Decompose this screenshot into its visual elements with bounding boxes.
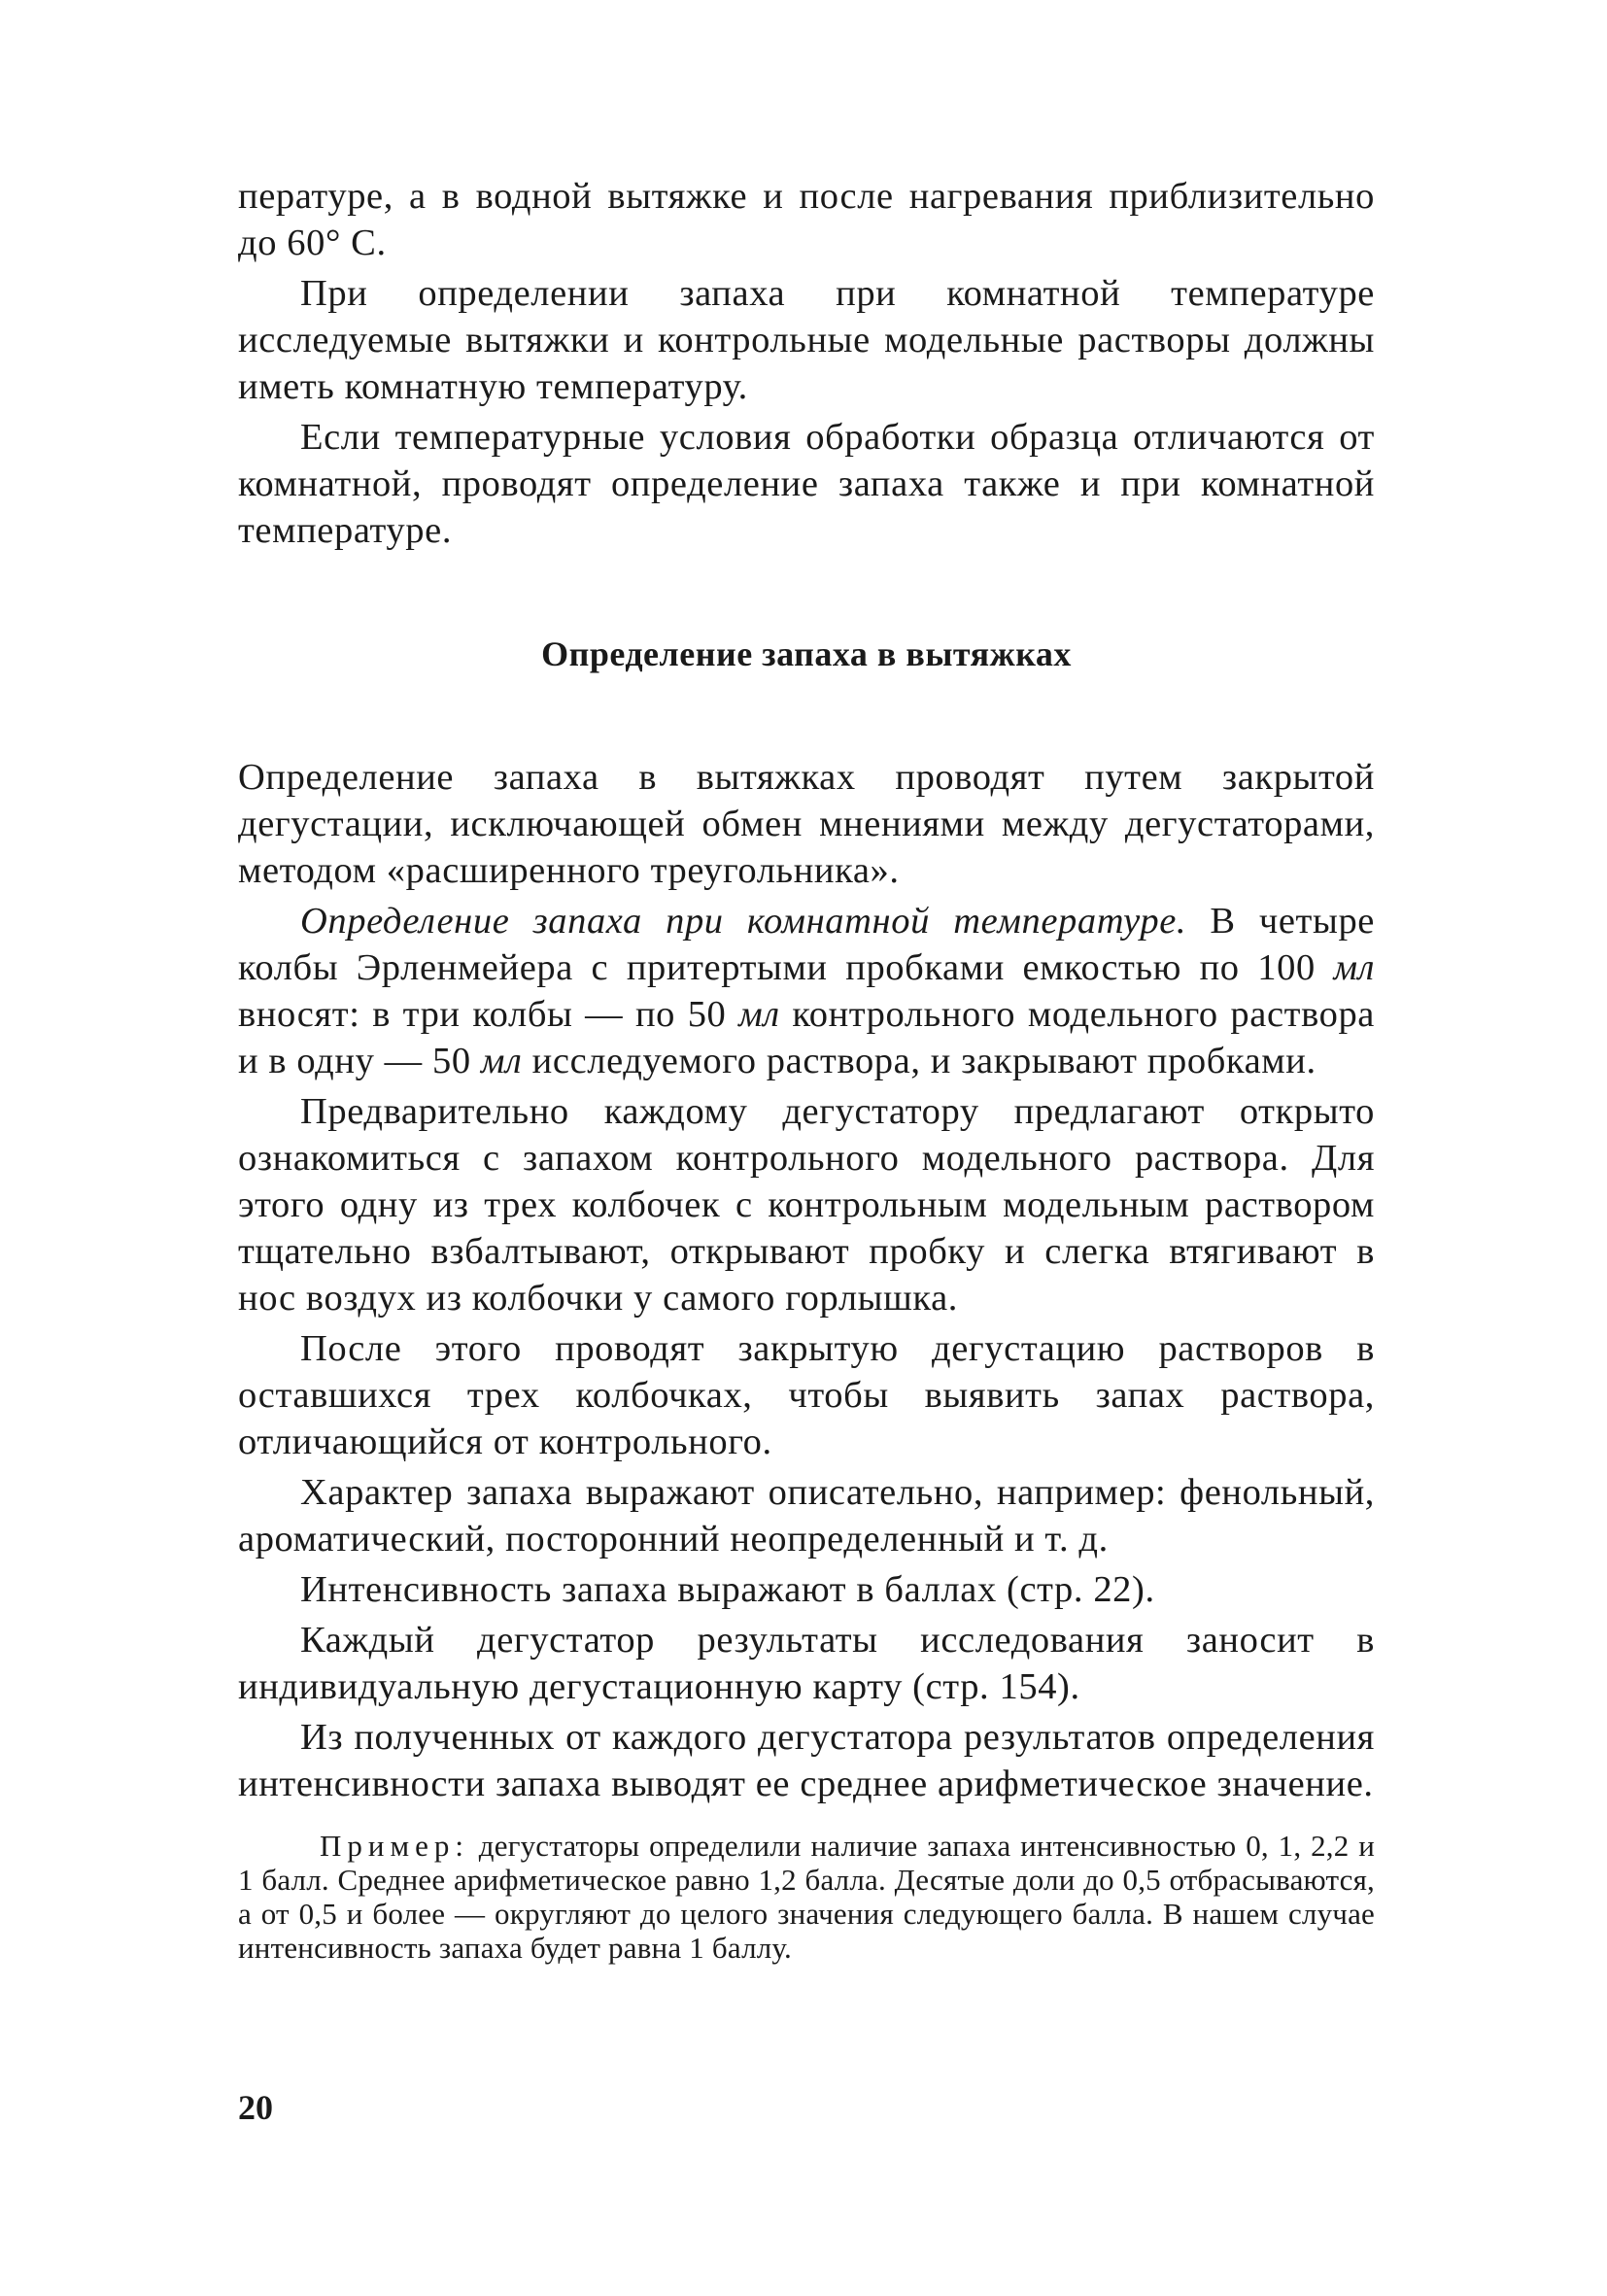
paragraph-method-intro: Определение запаха в вытяжках проводят путем закрытой дегустации, исключающей обмен мнениями между дегустаторами, методом «расширенного треугольника». (238, 757, 1375, 891)
paragraph-closed-tasting: После этого проводят закрытую дегустацию растворов в оставшихся трех колбочках, чтобы выявить запах раствора, отличающийся от контрольного. (238, 1328, 1375, 1462)
section-heading: Определение запаха в вытяжках (541, 634, 1072, 673)
paragraph-average: Из полученных от каждого дегустатора результатов определения интенсивности запаха выводят ее среднее арифметическое значение. (238, 1717, 1375, 1804)
paragraph-preliminary: Предварительно каждому дегустатору предлагают открыто ознакомиться с запахом контрольного модельного раствора. Для этого одну из трех колбочек с контрольным модельным раствором тщательно взбалтывают, открывают пробку и слегка втягивают в нос воздух из колбочки у самого горлышка. (238, 1091, 1375, 1319)
page-number: 20 (238, 2088, 273, 2127)
paragraph-character: Характер запаха выражают описательно, например: фенольный, ароматический, посторонний неопределенный и т. д. (238, 1472, 1375, 1559)
paragraph-temp-conditions: Если температурные условия обработки образца отличаются от комнатной, проводят определение запаха также и при комнатной температуре. (238, 417, 1375, 551)
paragraph-room-temp-method (238, 898, 1375, 1084)
paragraph-room-temp-note: При определении запаха при комнатной температуре исследуемые вытяжки и контрольные модельные растворы должны иметь комнатную температуру. (238, 273, 1375, 407)
text-segment: В четыре колбы Эрленмейера с притертыми пробками емкостью по 100 (238, 901, 1375, 988)
page-body (238, 173, 1375, 1995)
text-segment: вносят: в три колбы — по 50 (238, 994, 739, 1035)
unit-ml: мл (480, 1041, 523, 1081)
text-segment: контрольного модельного раствора и в одну — 50 (238, 994, 1375, 1081)
paragraph-intensity: Интенсивность запаха выражают в баллах (стр. 22). (300, 1569, 1155, 1610)
example-text: дегустаторы определили наличие запаха интенсивностью 0, 1, 2,2 и 1 балл. Среднее арифметическое равно 1,2 балла. Десятые доли до 0,5 отбрасываются, а от 0,5 и более — округляют до целого значения следующего балла. В нашем случае интенсивность запаха будет равна 1 баллу. (238, 1829, 1375, 1965)
subheading-italic: Определение запаха при комнатной температуре. (300, 901, 1187, 942)
example-note (238, 1829, 1375, 1965)
unit-ml: мл (738, 994, 780, 1035)
paragraph-tasting-card: Каждый дегустатор результаты исследования заносит в индивидуальную дегустационную карту (стр. 154). (238, 1620, 1375, 1707)
text-segment: исследуемого раствора, и закрывают пробками. (522, 1041, 1316, 1081)
paragraph-continuation: пературе, а в водной вытяжке и после нагревания приблизительно до 60° С. (238, 176, 1375, 263)
unit-ml: мл (1333, 947, 1375, 988)
example-label: Пример: (320, 1829, 469, 1863)
